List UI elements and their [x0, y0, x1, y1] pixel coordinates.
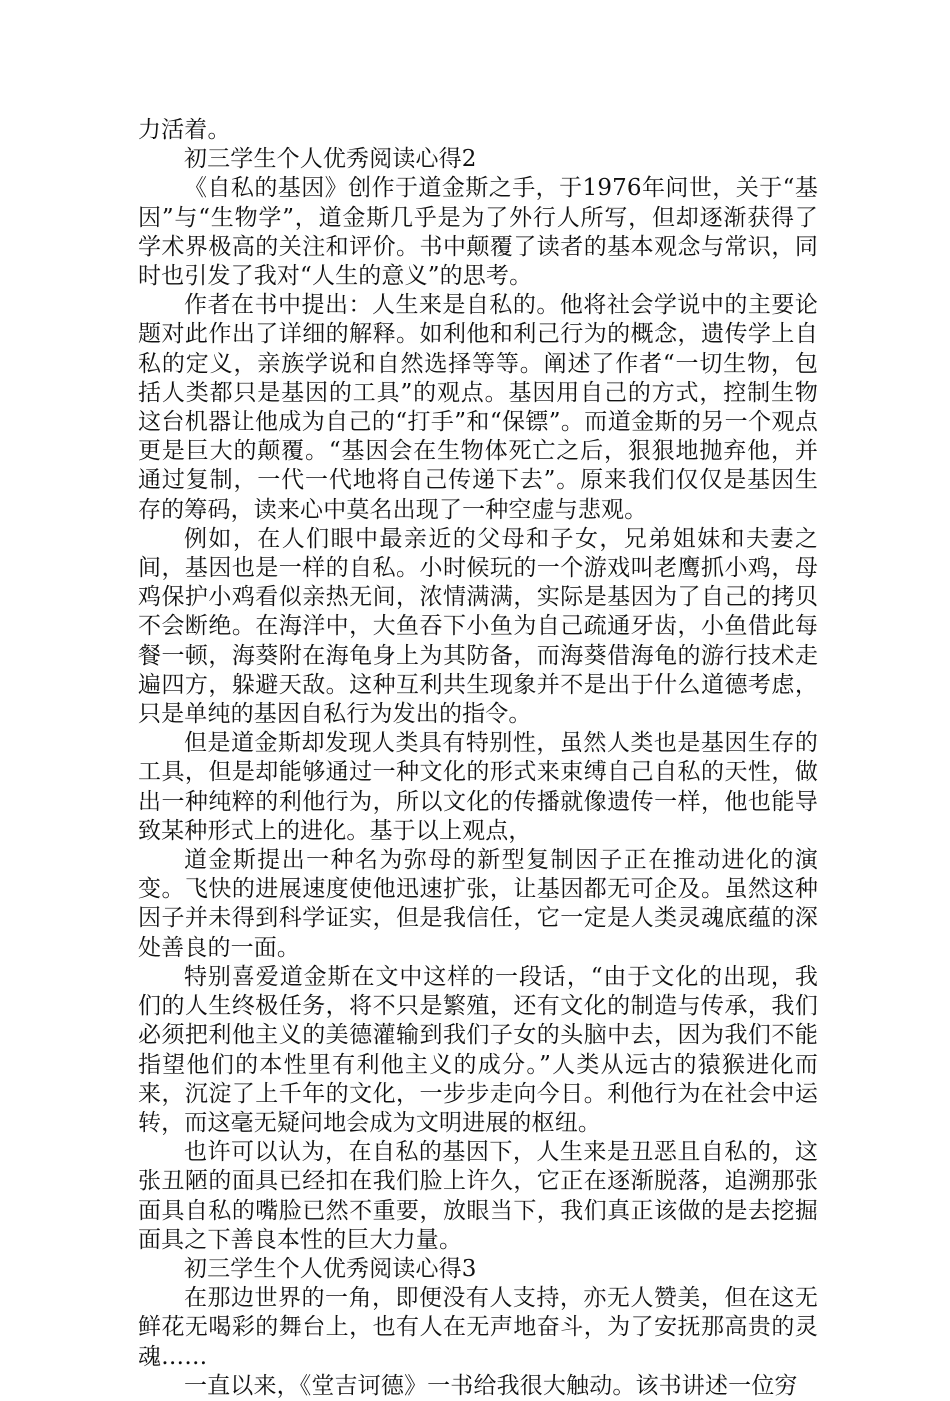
paragraph: 一直以来，《堂吉诃德》一书给我很大触动。该书讲述一位穷: [184, 1372, 798, 1399]
paragraph-continuation: 力活着。: [138, 117, 231, 143]
paragraph: 道金斯提出一种名为弥母的新型复制因子正在推动进化的演变。飞快的进展速度使他迅速扩张，让基因都无可企及。虽然这种因子并未得到科学证实，但是我信任，它一定是人类灵魂底蕴的深处善良的一面。: [138, 847, 818, 961]
paragraph: 特别喜爱道金斯在文中这样的一段话，“由于文化的出现，我们的人生终极任务，将不只是繁殖，还有文化的制造与传承，我们必须把利他主义的美德灌输到我们子女的头脑中去，因为我们不能指望他们的本性里有利他主义的成分。”人类从远古的猿猴进化而来，沉淀了上千年的文化，一步步走向今日。利他行为在社会中运转，而这毫无疑问地会成为文明进展的枢纽。: [138, 963, 818, 1136]
section-heading-2: 初三学生个人优秀阅读心得2: [184, 146, 477, 173]
paragraph: 《自私的基因》创作于道金斯之手，于1976年问世，关于“基因”与“生物学”，道金斯几乎是为了外行人所写，但却逐渐获得了学术界极高的关注和评价。书中颠覆了读者的基本观念与常识，同时也引发了我对“人生的意义”的思考。: [138, 175, 818, 290]
paragraph: 例如，在人们眼中最亲近的父母和子女，兄弟姐妹和夫妻之间，基因也是一样的自私。小时候玩的一个游戏叫老鹰抓小鸡，母鸡保护小鸡看似亲热无间，浓情满满，实际是基因为了自己的拷贝不会断绝。在海洋中，大鱼吞下小鱼为自己疏通牙齿，小鱼借此每餐一顿，海葵附在海龟身上为其防备，而海葵借海龟的游行技术走遍四方，躲避天敌。这种互利共生现象并不是出于什么道德考虑，只是单纯的基因自私行为发出的指令。: [138, 525, 818, 728]
paragraph: 但是道金斯却发现人类具有特别性，虽然人类也是基因生存的工具，但是却能够通过一种文化的形式来束缚自己自私的天性，做出一种纯粹的利他行为，所以文化的传播就像遗传一样，他也能导致某种形式上的进化。基于以上观点，: [138, 730, 818, 844]
paragraph: 在那边世界的一角，即便没有人支持，亦无人赞美，但在这无鲜花无喝彩的舞台上，也有人在无声地奋斗，为了安抚那高贵的灵魂……: [138, 1285, 818, 1370]
paragraph: 作者在书中提出：人生来是自私的。他将社会学说中的主要论题对此作出了详细的解释。如利他和利己行为的概念，遗传学上自私的定义，亲族学说和自然选择等等。阐述了作者“一切生物，包括人类都只是基因的工具”的观点。基因用自己的方式，控制生物这台机器让他成为自己的“打手”和“保镖”。而道金斯的另一个观点更是巨大的颠覆。“基因会在生物体死亡之后，狠狠地抛弃他，并通过复制，一代一代地将自己传递下去”。原来我们仅仅是基因生存的筹码，读来心中莫名出现了一种空虚与悲观。: [138, 292, 818, 523]
document-body: [138, 116, 818, 1401]
paragraph: 也许可以认为，在自私的基因下，人生来是丑恶且自私的，这张丑陋的面具已经扣在我们脸上许久，它正在逐渐脱落，追溯那张面具自私的嘴脸已然不重要，放眼当下，我们真正该做的是去挖掘面具之下善良本性的巨大力量。: [138, 1139, 818, 1253]
section-heading-3: 初三学生个人优秀阅读心得3: [184, 1255, 477, 1282]
